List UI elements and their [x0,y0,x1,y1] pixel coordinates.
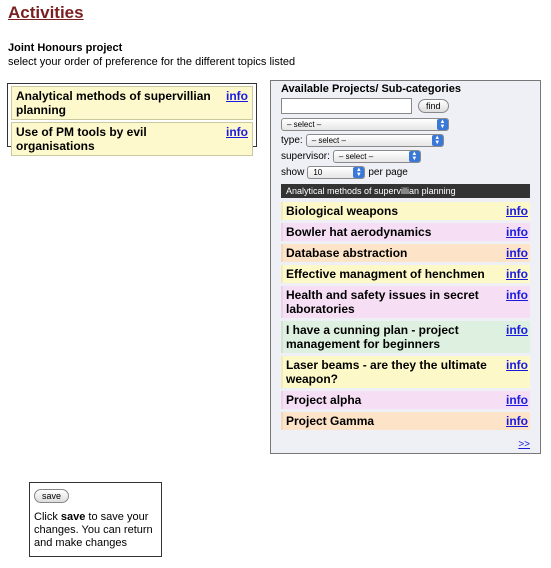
search-input[interactable] [281,98,412,114]
project-description: select your order of preference for the different topics listed [8,56,296,68]
supervisor-select-value: – select – [338,152,374,161]
show-label: show [281,167,305,178]
info-link[interactable]: info [506,246,528,260]
project-item[interactable] [281,223,530,241]
available-projects-panel [270,80,541,454]
type-label: type: [281,135,303,146]
project-item[interactable] [281,412,530,430]
project-item-label: Project Gamma [286,414,375,428]
type-select-value: – select – [311,136,346,145]
per-page-select-value: 10 [313,168,323,177]
page-title: Activities [8,3,84,22]
project-item[interactable] [281,244,530,262]
info-link[interactable]: info [506,267,528,281]
project-item-label: Health and safety issues in secret laboratories [286,288,479,316]
category-header: Analytical methods of supervillian planning [281,184,530,198]
category-select[interactable] [281,118,449,131]
selected-projects-list [7,83,257,153]
info-link[interactable]: info [506,225,528,239]
info-link[interactable]: info [506,323,528,337]
select-arrows-icon: ▲ ▼ [432,135,443,146]
select-arrows-icon: ▲ ▼ [409,151,420,162]
selected-item-label: Analytical methods of supervillian planning [16,89,211,117]
project-item-label: I have a cunning plan - project management for beginners [286,323,459,351]
save-text-after: to save your changes. You can return and make changes [34,511,153,549]
info-link[interactable]: info [506,358,528,372]
save-text-bold: save [60,511,86,523]
info-link[interactable]: info [506,204,528,218]
available-projects-title: Available Projects/ Sub-categories [281,83,461,95]
save-instructions [34,511,157,550]
project-item[interactable] [281,391,530,409]
project-item-label: Project alpha [286,393,362,407]
info-link[interactable]: info [506,288,528,302]
category-select-value: – select – [287,120,322,129]
project-item[interactable] [281,265,530,283]
type-select[interactable] [306,134,444,147]
select-arrows-icon: ▲ ▼ [353,167,364,178]
project-title: Joint Honours project [8,42,123,54]
info-link[interactable]: info [506,414,528,428]
save-button[interactable]: save [34,489,69,503]
project-item-label: Effective managment of henchmen [286,267,485,281]
project-item[interactable] [281,321,530,353]
info-link[interactable]: info [226,125,248,139]
project-item-label: Laser beams - are they the ultimate weapon? [286,358,487,386]
find-button[interactable]: find [418,99,449,113]
info-link[interactable]: info [506,393,528,407]
project-item[interactable] [281,202,530,220]
selected-item-label: Use of PM tools by evil organisations [16,125,147,153]
per-page-select[interactable] [307,166,365,179]
selected-item[interactable] [11,122,253,156]
supervisor-label: supervisor: [281,151,330,162]
next-page-link[interactable]: >> [518,439,530,450]
project-list [281,202,530,430]
select-arrows-icon: ▲ ▼ [437,119,448,130]
project-item-label: Bowler hat aerodynamics [286,225,432,239]
project-item[interactable] [281,356,530,388]
project-item[interactable] [281,286,530,318]
save-panel [29,482,162,557]
supervisor-select[interactable] [333,150,421,163]
project-item-label: Biological weapons [286,204,399,218]
save-text-before: Click [34,511,61,523]
per-page-label: per page [368,167,408,178]
info-link[interactable]: info [226,89,248,103]
project-item-label: Database abstraction [286,246,408,260]
selected-item[interactable] [11,86,253,120]
